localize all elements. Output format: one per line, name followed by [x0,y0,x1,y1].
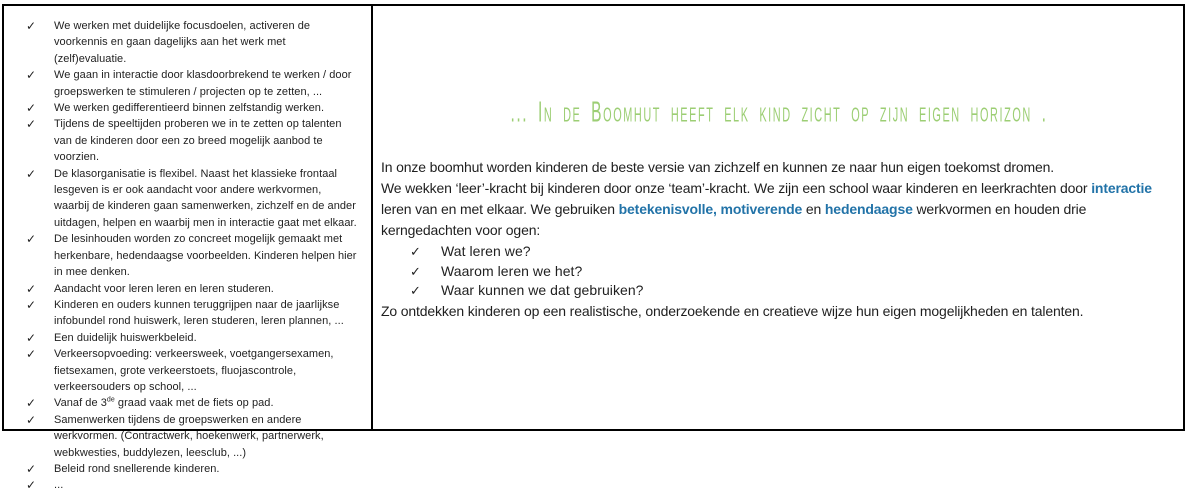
checkmark-icon: ✓ [26,101,37,116]
body-segment: werkvormen en houden drie kerngedachten voor ogen: [381,201,1087,238]
checkmark-icon: ✓ [26,347,37,362]
list-item-text [54,395,357,411]
list-item [10,395,357,411]
list-item [10,412,357,461]
list-item-text: Samenwerken tijdens de groepswerken en andere werkvormen. (Contractwerk, hoekenwerk, partnerwerk, webkwesties, buddylezen, leesclub, ...) [54,413,324,459]
list-item-text: ... [54,479,64,492]
ordinal-rest: graad vaak met de fiets op pad. [114,397,274,410]
ordinal-prefix: Vanaf de 3 [54,397,107,410]
list-item-text: We werken gedifferentieerd binnen zelfstandig werken. [54,102,325,115]
list-item [381,242,1177,262]
checkmark-icon: ✓ [26,396,37,411]
list-item [10,166,357,232]
ordinal-suffix: de [106,396,115,404]
list-item-text: De klasorganisatie is flexibel. Naast het klassieke frontaal lesgeven is er ook aandacht voor andere werkvormen, waarbij de kinderen gaan samenwerken, zichzelf en de ander uitdagen, helpen en waarbij men in interactie gaat met elkaar. [54,167,357,229]
checkmark-icon: ✓ [26,478,37,493]
question-text: Waarom leren we het? [441,262,583,279]
keyword-interactie: interactie [1091,180,1152,196]
vision-text [381,157,1177,322]
checkmark-icon: ✓ [26,68,37,83]
list-item-text: Kinderen en ouders kunnen teruggrijpen naar de jaarlijkse infobundel rond huiswerk, leren studeren, leren plannen, ... [54,298,344,328]
list-item [10,346,357,395]
list-item-text: De lesinhouden worden zo concreet mogelijk gemaakt met herkenbare, hedendaagse voorbeelden. Kinderen helpen hier in mee denken. [54,233,357,279]
focus-points-list [10,18,357,494]
list-item-text: Een duidelijk huiswerkbeleid. [54,331,197,344]
list-item [10,477,357,493]
checkmark-icon: ✓ [26,166,37,181]
body-segment: We wekken ‘leer’-kracht bij kinderen door onze ‘team’-kracht. We zijn een school waar kinderen en leerkrachten door [381,180,1092,196]
checkmark-icon: ✓ [26,117,37,132]
list-item [10,116,357,165]
list-item-text: Verkeersopvoeding: verkeersweek, voetgangersexamen, fietsexamen, grote verkeerstoets, fluojascontrole, verkeersouders op school, ... [54,348,334,393]
core-questions-list [381,242,1177,301]
list-item [10,231,357,280]
vision-paragraph [381,178,1177,241]
checkmark-icon: ✓ [26,297,37,312]
checkmark-icon: ✓ [26,461,37,476]
left-panel [4,6,373,493]
checkmark-icon: ✓ [410,283,421,298]
list-item [381,281,1177,301]
body-segment: en [802,201,825,217]
list-item-text: Aandacht voor leren leren en leren studeren. [54,282,274,295]
checkmark-icon: ✓ [26,281,37,296]
list-item [10,100,357,116]
checkmark-icon: ✓ [26,19,37,33]
keyword-hedendaagse: hedendaagse [824,201,913,217]
list-item-text: We gaan in interactie door klasdoorbrekend te werken / door groepswerken te stimuleren / projecten op te zetten, ... [54,69,352,98]
list-item [10,281,357,297]
list-item [10,297,357,330]
keyword-motiverende: motiverende [720,201,803,217]
list-item [10,461,357,477]
checkmark-icon: ✓ [410,244,421,259]
question-text: Wat leren we? [441,243,531,259]
list-item-text: We werken met duidelijke focusdoelen, activeren de voorkennis en gaan dagelijks aan het werk met (zelf)evaluatie. [54,20,311,65]
list-item-text: Beleid rond snellerende kinderen. [54,462,220,475]
keyword-betekenisvolle: betekenisvolle, [618,201,717,217]
right-panel [373,6,1183,429]
body-segment: leren van en met elkaar. We gebruiken [381,201,619,217]
list-item [10,67,357,100]
document-page [2,4,1185,493]
closing-paragraph: Zo ontdekken kinderen op een realistische, onderzoekende en creatieve wijze hun eigen mogelijkheden en talenten. [381,302,1084,319]
question-text: Waar kunnen we dat gebruiken? [441,282,644,298]
list-item [381,262,1177,282]
checkmark-icon: ✓ [410,263,421,279]
list-item [10,330,357,346]
checkmark-icon: ✓ [26,232,37,247]
intro-paragraph: In onze boomhut worden kinderen de beste versie van zichzelf en kunnen ze naar hun eigen toekomst dromen. [381,159,1055,175]
checkmark-icon: ✓ [26,412,37,427]
list-item [10,18,357,67]
checkmark-icon: ✓ [26,330,37,345]
list-item-text: Tijdens de speeltijden proberen we in te zetten op talenten van de kinderen door een zo breed mogelijk aanbod te voorzien. [54,118,342,164]
quote-heading: ... In de Boomhut heeft elk kind zicht op zijn eigen horizon . [510,96,1048,129]
